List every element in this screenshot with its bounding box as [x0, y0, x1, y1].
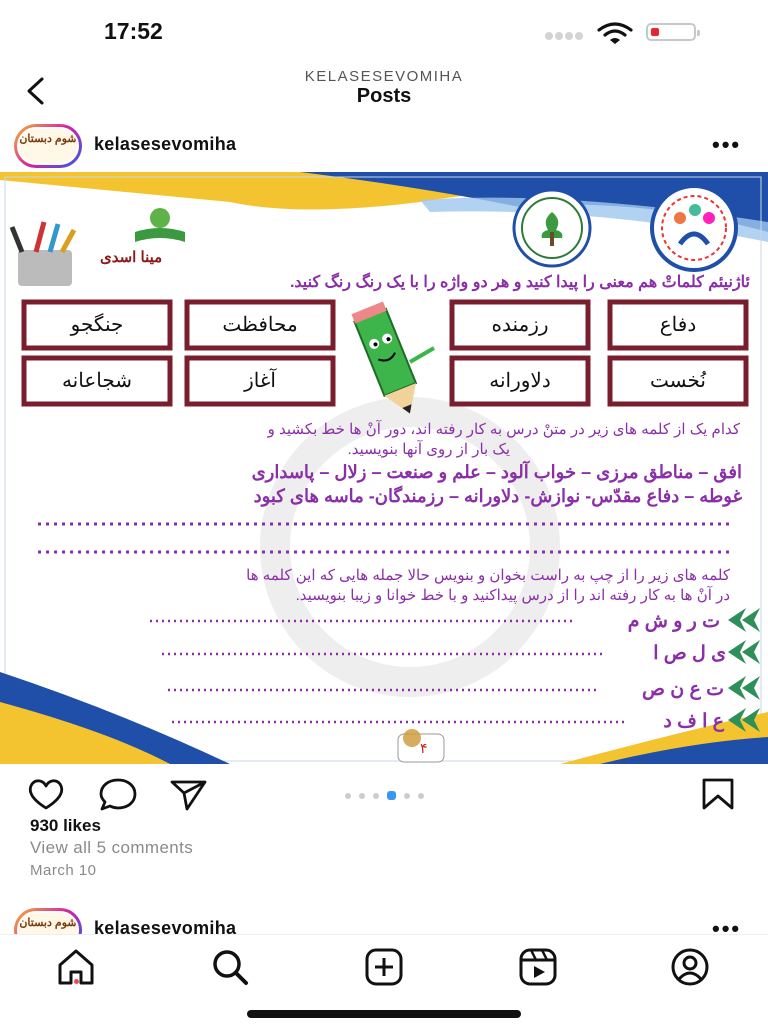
match-box-8: شجاعانه: [61, 370, 133, 392]
search-icon[interactable]: [208, 945, 252, 989]
nav-title: Posts: [356, 85, 412, 107]
create-icon[interactable]: [362, 945, 406, 989]
nav-account-name: KELASESEVOMIHA: [304, 68, 464, 85]
scrambled-word-4: ع ا ف د: [663, 711, 724, 732]
bookmark-icon[interactable]: [698, 776, 738, 812]
page-number: ۴: [420, 740, 428, 756]
next-post-header: [0, 906, 768, 934]
post-actions: [0, 772, 768, 812]
next-post-username[interactable]: kelasesevomiha: [94, 918, 237, 934]
view-comments-link[interactable]: View all 5 comments: [30, 838, 194, 857]
worksheet-instruction-2a: کدام یک از کلمه های زیر در متنْ درس به کار رفته اند، دور آنْ ها خط بکشید و: [267, 421, 740, 438]
wifi-icon: [597, 22, 633, 44]
next-more-icon[interactable]: •••: [712, 916, 742, 934]
more-icon[interactable]: •••: [712, 132, 742, 157]
post-image[interactable]: [0, 172, 768, 764]
worksheet-instruction-1: ئاژنیئم کلماتْ هم معنی را پیدا کنید و هر دو واژه را با یک رنگ رنگ کنید.: [289, 274, 750, 291]
nav-bar: [0, 62, 768, 118]
worksheet-instruction-3a: کلمه های زیر را از چپ به راست بخوان و بنویس حالا جمله هایی که این کلمه ها: [246, 567, 730, 584]
carousel-dot: [345, 793, 351, 799]
match-box-3: محافظت: [222, 314, 298, 336]
status-bar: [0, 0, 768, 62]
home-indicator: [247, 1010, 521, 1018]
worksheet-instruction-2b: یک بار از روی آنها بنویسید.: [347, 441, 510, 458]
profile-icon[interactable]: [668, 945, 712, 989]
match-box-6: دلاورانه: [489, 370, 551, 392]
cellular-signal-icon: [545, 32, 587, 42]
worksheet-author: مینا اسدی: [100, 249, 163, 266]
word-list-line-1: افق – مناطق مرزی – خواب آلود – علم و صنعت – زلال – پاسداری: [251, 462, 742, 482]
carousel-indicator: [345, 786, 432, 804]
carousel-dot: [373, 793, 379, 799]
heart-icon[interactable]: [26, 776, 66, 812]
status-time: 17:52: [104, 18, 163, 44]
likes-count[interactable]: 930 likes: [30, 816, 101, 835]
share-icon[interactable]: [168, 776, 208, 812]
carousel-dot: [387, 791, 396, 800]
next-avatar[interactable]: [14, 908, 82, 934]
match-box-7: آغاز: [244, 370, 276, 392]
match-box-4: جنگجو: [70, 314, 124, 336]
match-box-5: نُخست: [650, 370, 706, 392]
reels-icon[interactable]: [516, 945, 560, 989]
carousel-dot: [359, 793, 365, 799]
notification-dot: [74, 979, 79, 984]
avatar-label: شوم دبستان: [17, 127, 79, 165]
avatar[interactable]: [14, 124, 82, 168]
post-date: March 10: [30, 862, 97, 879]
scrambled-word-2: ی ل ص ا: [653, 643, 726, 664]
post-username[interactable]: kelasesevomiha: [94, 134, 237, 154]
battery-icon: [646, 23, 696, 41]
match-box-1: دفاع: [659, 314, 697, 336]
scrambled-word-1: ت ر و ش م: [627, 611, 720, 632]
scrambled-word-3: ت ع ن ص: [642, 679, 724, 700]
carousel-dot: [418, 793, 424, 799]
next-avatar-label: شوم دبستان: [17, 911, 79, 934]
word-list-line-2: غوطه – دفاع مقدّس- نوازش- دلاورانه – رزمندگان- ماسه های کبود: [253, 486, 742, 506]
match-box-2: رزمنده: [491, 314, 549, 336]
worksheet-instruction-3b: در آنْ ها به کار رفته اند را از درس پیداکنید و با خط خوانا و زیبا بنویسید.: [295, 587, 730, 604]
comment-icon[interactable]: [98, 776, 138, 812]
carousel-dot: [404, 793, 410, 799]
